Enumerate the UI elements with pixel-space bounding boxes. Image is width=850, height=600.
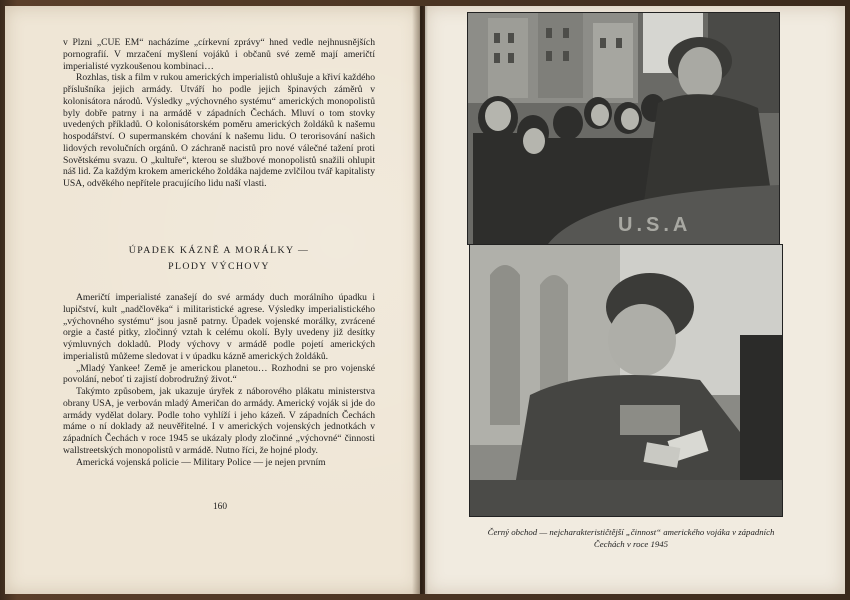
text-block-top (63, 37, 375, 190)
paragraph: Takýmto způsobem, jak ukazuje úryřek z náborového plákatu ministerstva obrany USA, je verbován mladý Američan do armády. Americký voják si jde do armády vydělat dolary. Podle toho vyhlíží i jeho kázeň. V západních Čechách máme o ní doklady až neuvěřitelné. I v amerických vojenských jednotkách v západních Čechách v roce 1945 se ukázaly plody zločinné „výchovné“ činnosti wallstreetských monopolistů v armádě. Nutno říci, že hojné plody. (63, 386, 375, 456)
paragraph: Rozhlas, tisk a film v rukou amerických imperialistů ohlušuje a křiví každého příslušníka jejich armády. Utváří ho podle jejich špinavých záměrů v kolonisátora národů. Výsledky „výchovného systému“ amerických monopolistů byly dobře patrny i na armádě v západních Čechách. Mluví o tom stovky uvedených příkladů. O kolonisátorském poměru amerických žoldáků k našemu hospodářství. O supermanském chování k našemu lidu. O terorisování našich lidových revolučních orgánů. O záchraně nacistů pro nové válečné tažení proti Sovětskému svazu. O „kultuře“, kterou se službové monopolistů snažili ohlupit náš lid. Za každým krokem amerického žoldáka najdeme zvlčilou tvář kapitalisty USA, odvěkého nepřítele pracujícího lidu naší vlasti. (63, 72, 375, 189)
paragraph: „Mladý Yankee! Země je americkou planetou… Rozhodni se pro vojenské povolání, neboť ti zajistí dobrodružný život.“ (63, 362, 375, 386)
paragraph: v Plzni „CUE EM“ nacházíme „církevní zprávy“ hned vedle nejhnusnějších pornografií. V mrzačení myšlení vojáků i občanů své země mají američtí imperialisté vyzkoušenou kombinaci… (63, 37, 375, 72)
photo-soldier-counting-money-image (470, 245, 782, 516)
section-heading-line: PLODY VÝCHOVY (168, 261, 270, 272)
section-heading (63, 243, 375, 275)
book-gutter (412, 6, 428, 594)
svg-text:U.S.A: U.S.A (618, 214, 692, 236)
photo-soldier-at-jeep-image (468, 13, 779, 244)
photo-caption-line: Černý obchod — nejcharakterističtější „činnost“ amerického vojáka v západních (487, 527, 775, 537)
paragraph: Američtí imperialisté zanašejí do své armády duch morálního úpadku i lupičství, kult „nadčlověka“ i militaristické agrese. Výsledky imperialistického „výchovného systému“ jsou jasně patrny. Úpadek vojenské morálky, zvrácené orgie a časté pitky, zločinný vztah k celému okolí. Byly uvedeny již desítky výmluvných dokladů. Plody výchovy v armádě podle pojetí amerických imperialistů můžeme sledovat i v úpadku kázně amerických žoldáků. (63, 292, 375, 362)
paragraph: Americká vojenská policie — Military Police — je nejen prvním (76, 456, 326, 468)
text-block-bottom (63, 292, 375, 468)
section-heading-line: ÚPADEK KÁZNĚ A MORÁLKY — (128, 245, 310, 256)
photo-caption (473, 527, 789, 550)
photo-soldier-counting-money (469, 244, 783, 517)
photo-soldier-at-jeep (467, 12, 780, 245)
page-number: 160 (212, 502, 228, 512)
photo-caption-line: Čechách v roce 1945 (593, 538, 669, 549)
